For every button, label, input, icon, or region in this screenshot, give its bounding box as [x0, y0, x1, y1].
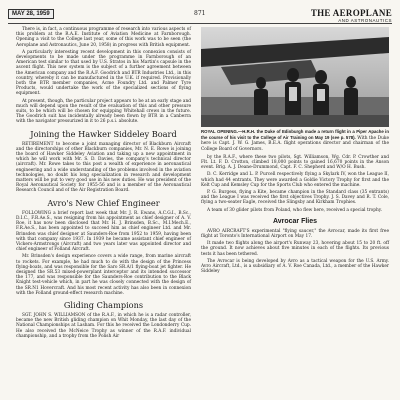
caption-lead: ROYAL OPENING.—H.R.H. the Duke of Edinburgh made a return flight in a Piper Apache in the course of his visit to the College of Air Training on May 19 (see p. 578).	[201, 129, 389, 141]
article-paragraph: It made two flights along the airport's Runway 23, hovering about 15 to 20 ft. off the ground. It now achieves about five minutes in each of the flights. Its previous tests it has been tethered.	[201, 241, 389, 257]
masthead-subtitle: AND ASTRONAUTICS	[338, 18, 392, 23]
article-paragraph: RETIREMENT to become a joint managing director of Blackburn Aircraft and the directorships of other Blackburn companies, Mr. N. E. Rowe is joining the board of Hawker Siddeley Aviation and taking up a new appointment in which he will work with Mr. S. D. Davies, the company's technical director (aircraft). Mr. Rowe takes to this post a wealth of experience in aeronautical engineering and a wide understanding of the problems involved in the aviation technologies, no doubt his long specialization in research and development matters will be put to very good use in his new duties. He was president of the Royal Aeronautical Society for 1955-56 and is a member of the Aeronautical Research Council and of the Air Registration Board.	[16, 141, 191, 194]
masthead-title: THE AEROPLANE	[310, 8, 392, 18]
article-paragraph: A team of 30 glider pilots from Poland, who flew here, received a special trophy.	[207, 207, 382, 213]
issue-date: MAY 28, 1959	[8, 9, 54, 19]
masthead	[311, 8, 392, 23]
intro-paragraph: A particularly interesting recent development in this connexion consists of developments to be made under the programme in Farnborough of an American test similar to that used by U.S. Stratos in his Martin's capsule in the ascent flight. This new system is the subject of a further agreement between the American company and the R.A.F. Goodrich and BTR Industries Ltd., in this country, whereby it can be manufactured in the U.K. if required. Provisionally both the BTR member companies, Acme Foundry Ltd. and Palmer Tyre Products, would undertake the work of the specialized sections of flying equipment.	[16, 49, 191, 97]
intro-paragraph: There is, in fact, a continuous programme of research into various aspects of this problem at the R.A.E. Institute of Aviation Medicine at Farnborough. Opening a visit to the College last year, some of this work was to be seen (the Aeroplane and Astronautics, June 20, 1958) in progress with British equipment.	[16, 27, 191, 48]
article-paragraph: P. G. Burgess, flying a Kite, became champion in the Standard class (35 entrants) and the League I was received the first objectives Trophy. J. S. Davey and R. T. Cole, flying a two-seater Eagle, received the Slingsby and Kirkham Trophies.	[201, 190, 389, 206]
news-photograph	[201, 27, 389, 127]
section-heading-gliding: Gliding Champions	[63, 299, 144, 310]
article-paragraph: D. C. Kerridge and L. P. Purcell respectively flying a Skylark IV, won the League II, which had 44 entrants. They were awarded a Goldie Victory Trophy for first and the Kelt Cup and Kemsley Cup for the Sports Club who entered the machine.	[201, 172, 389, 188]
page-number: 871	[194, 10, 206, 17]
article-paragraph: Mr. Brinsden's design experience covers a wide range, from marine aircraft to rockets. For example, he had much to do with the design of the Princess flying-boats, and was responsible for the Saro SR.A/1 flying-boat jet fighter. He designed the SR.53 mixed-powerplant interceptor and its intended successor the 177, and was responsible for the Saunders-Roe contribution to the Black Knight test-vehicle which, in part he was closely connected with the design of the SR.N1 Hovercraft. And his most recent activity has also been in connexion with the Folland ground-effect research machine.	[16, 254, 191, 296]
caption-rest: With the Duke here is Capt. J. W. G. James, B.E.A. flight operations director and chairman of the College Board of Governors.	[201, 136, 390, 152]
section-heading-avrocar: Avrocar Flies	[272, 217, 318, 225]
photo-image	[201, 27, 389, 127]
left-column	[16, 27, 191, 341]
article-paragraph: FOLLOWING a brief report last week that Mr. J. R. Ewans, A.C.G.I., B.Sc., D.I.C., F.R.Ae.S., was resigning from his appointment as chief designer of A. V. Roe, it has now been disclosed that Mr. H. J. Brinsden, B.Sc., M.I.Mech.E., F.R.Ae.S., has been appointed to succeed him as chief engineer Ltd. and Mr. Brinsden was chief designer at Saunders-Roe from 1952 to 1959, having been with that company since 1937. In 1939 he became assistant chief engineer of Vickers-Armstrongs (Aircraft) and two years later was appointed director and chief engineer of Folland Aircraft.	[16, 210, 191, 253]
section-heading-hawker: Joining the Hawker Siddeley Board	[30, 128, 177, 139]
header-rule	[8, 23, 392, 24]
photo-caption	[201, 129, 389, 152]
page-header	[8, 8, 392, 22]
intro-paragraph: At present, though, the particular project appears to be at an early stage and much will depend upon the result of the evaluation of this and other pressure suits, to be which will be chosen for equipping Whitehall crews in the future. The Goodrich suit has incidentally already been flown by BTR in a Canberra with the navigator pressurized in it to 26 p.s.i. absolute.	[16, 98, 191, 125]
right-column	[201, 27, 389, 276]
article-paragraph: The Avrocar is being developed by Avro as a tactical weapon for the U.S. Army. Avro Aircraft, Ltd., is a subsidiary of A. V. Roe Canada, Ltd., a member of the Hawker Siddeley	[201, 258, 389, 275]
section-heading-avro: Avro's New Chief Engineer	[47, 197, 160, 208]
article-paragraph: by the R.A.F., where these two pilots, Sgt. Williamson, Wg. Cdr. P. Crowther and Flt. Lt. F. D. Crotton, climbed 18,000 points to gained 16,670 points in the Anson event. Brig. A. J. Deane-Drummond, Capt. F. C. Shepherd and W/O H. Bush.	[201, 154, 389, 171]
article-paragraph: AVRO AIRCRAFT'S experimental "flying saucer," the Avrocar, made its first free flight at Toronto's International Airport on May 17.	[201, 228, 389, 240]
article-paragraph: SGT. JOHN S. WILLIAMSON of the R.A.F., in which he is a radar controller, became the new British gliding champion on Whit Monday, the last day of the National Championships at Lasham. For this he received the Londonderry Cup. He also received the McNeice Trophy as winner of the R.A.F. individual championship, and a trophy from the Polish Air	[16, 312, 191, 339]
